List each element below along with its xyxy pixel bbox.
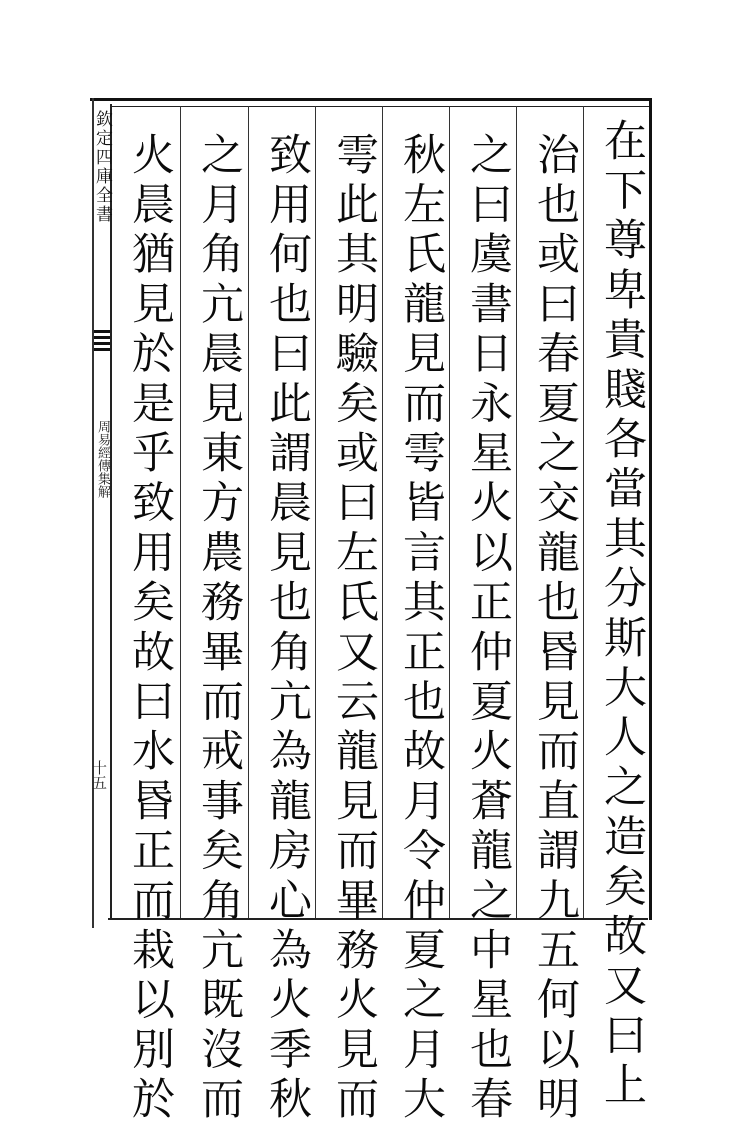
column-rule: [583, 106, 584, 918]
frame-left-border: [110, 104, 112, 920]
column-rule: [449, 106, 450, 918]
section-title: 周易經傳集解: [95, 420, 110, 498]
text-column: 雩此其明驗矣或曰左氏又云龍見而畢務火見而: [329, 132, 379, 1126]
column-rule: [180, 106, 181, 918]
text-column: 之月角亢晨見東方農務畢而戒事矣角亢既沒而: [194, 132, 244, 1126]
fishtail-mark: [94, 330, 110, 358]
column-rule: [382, 106, 383, 918]
column-rule: [516, 106, 517, 918]
column-rule: [248, 106, 249, 918]
frame-top-inner-border: [110, 106, 650, 107]
book-title: 欽定四庫全書: [92, 110, 112, 224]
text-column: 致用何也曰此謂晨見也角亢為龍房心為火季秋: [262, 132, 312, 1126]
text-column: 火晨猶見於是乎致用矣故曰水昬正而栽以別於: [125, 132, 175, 1126]
text-column: 在下尊卑貴賤各當其分斯大人之造矣故又曰上: [597, 118, 647, 1112]
frame-top-border: [90, 98, 650, 101]
text-column: 秋左氏龍見而雩皆言其正也故月令仲夏之月大: [396, 132, 446, 1126]
text-column: 治也或曰春夏之交龍也昬見而直謂九五何以明: [530, 132, 580, 1126]
text-column: 之曰虞書日永星火以正仲夏火蒼龍之中星也春: [463, 132, 513, 1126]
column-rule: [315, 106, 316, 918]
page-number: 十五: [90, 760, 108, 790]
